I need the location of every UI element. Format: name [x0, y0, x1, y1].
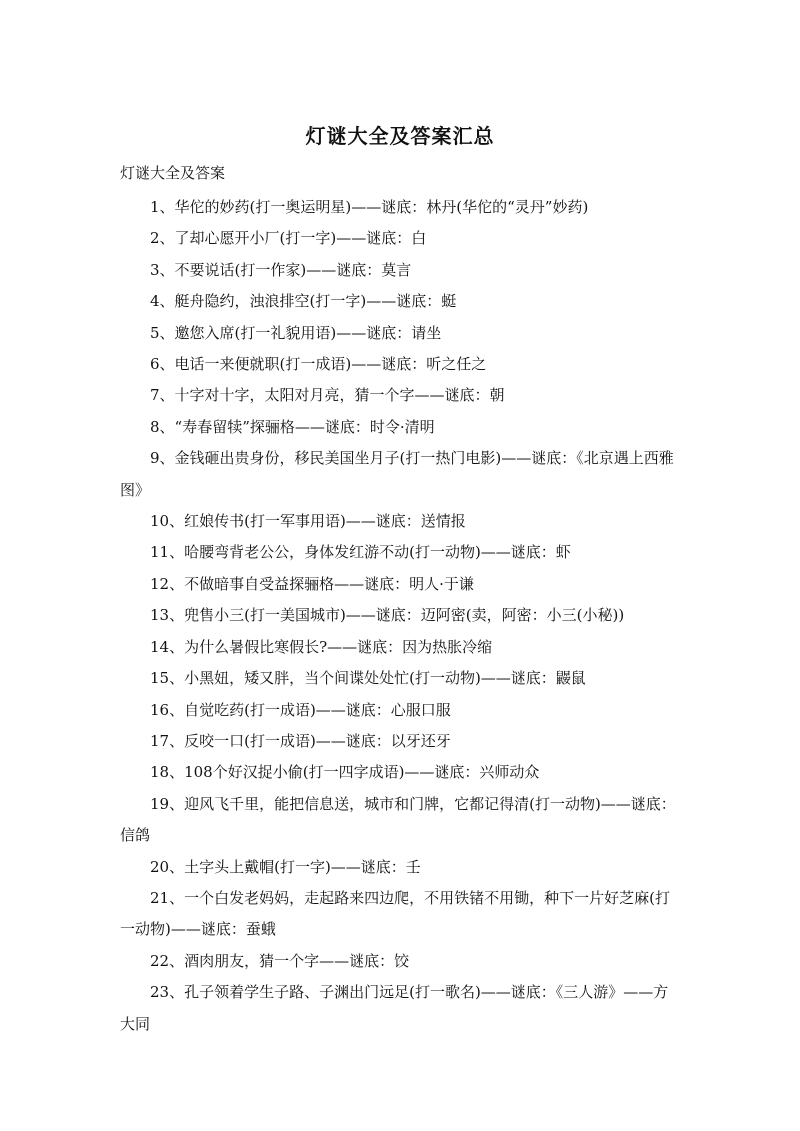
riddle-item-20: 20、土字头上戴帽(打一字)——谜底：壬 — [150, 857, 421, 876]
riddle-item-3: 3、不要说话(打一作家)——谜底：莫言 — [150, 260, 412, 279]
document-subtitle: 灯谜大全及答案 — [120, 164, 226, 182]
riddle-item-2: 2、了却心愿开小厂(打一字)——谜底：白 — [150, 229, 427, 248]
riddle-item-16: 16、自觉吃药(打一成语)——谜底：心服口服 — [150, 700, 451, 719]
document-title: 灯谜大全及答案汇总 — [305, 124, 495, 148]
riddle-item-21: 21、一个白发老妈妈，走起路来四边爬，不用铁锗不用锄，种下一片好芝麻(打一动物)——谜底：蚕蛾 — [120, 888, 670, 939]
riddle-item-18: 18、108个好汉捉小偷(打一四字成语)——谜底：兴师动众 — [150, 763, 540, 782]
riddle-item-12: 12、不做暗事自受益探骊格——谜底：明人·于谦 — [150, 574, 474, 593]
riddle-item-10: 10、红娘传书(打一军事用语)——谜底：送情报 — [150, 512, 466, 531]
riddle-item-17: 17、反咬一口(打一成语)——谜底：以牙还牙 — [150, 731, 451, 750]
riddle-item-14: 14、为什么暑假比寒假长?——谜底：因为热胀冷缩 — [150, 637, 493, 656]
riddle-item-5: 5、邀您入席(打一礼貌用语)——谜底：请坐 — [150, 323, 442, 342]
riddle-item-6: 6、电话一来便就职(打一成语)——谜底：听之任之 — [150, 355, 487, 374]
riddle-item-8: 8、“寿春留犊”探骊格——谜底：时令·清明 — [150, 417, 435, 436]
riddle-item-22: 22、酒肉朋友，猜一个字——谜底：饺 — [150, 951, 410, 970]
riddle-item-1: 1、华佗的妙药(打一奥运明星)——谜底：林丹(华佗的“灵丹”妙药) — [150, 198, 589, 216]
riddle-item-11: 11、哈腰弯背老公公，身体发红游不动(打一动物)——谜底：虾 — [150, 543, 571, 562]
riddle-item-23: 23、孔子领着学生子路、子渊出门远足(打一歌名)——谜底：《三人游》——方大同 — [120, 983, 669, 1033]
riddle-list — [120, 192, 682, 1040]
riddle-item-13: 13、兜售小三(打一美国城市)——谜底：迈阿密(卖，阿密：小三(小秘)) — [150, 606, 625, 625]
riddle-item-9: 9、金钱砸出贵身份，移民美国坐月子(打一热门电影)——谜底：《北京遇上西雅图》 — [120, 449, 674, 499]
riddle-item-15: 15、小黑妞，矮又胖，当个间谍处处忙(打一动物)——谜底：鼹鼠 — [150, 669, 586, 688]
riddle-item-19: 19、迎风飞千里，能把信息送，城市和门牌，它都记得清(打一动物)——谜底：信鸽 — [120, 794, 676, 845]
riddle-item-4: 4、艇舟隐约，浊浪排空(打一字)——谜底：蜓 — [150, 292, 457, 311]
riddle-item-7: 7、十字对十字，太阳对月亮，猜一个字——谜底：朝 — [150, 386, 505, 405]
